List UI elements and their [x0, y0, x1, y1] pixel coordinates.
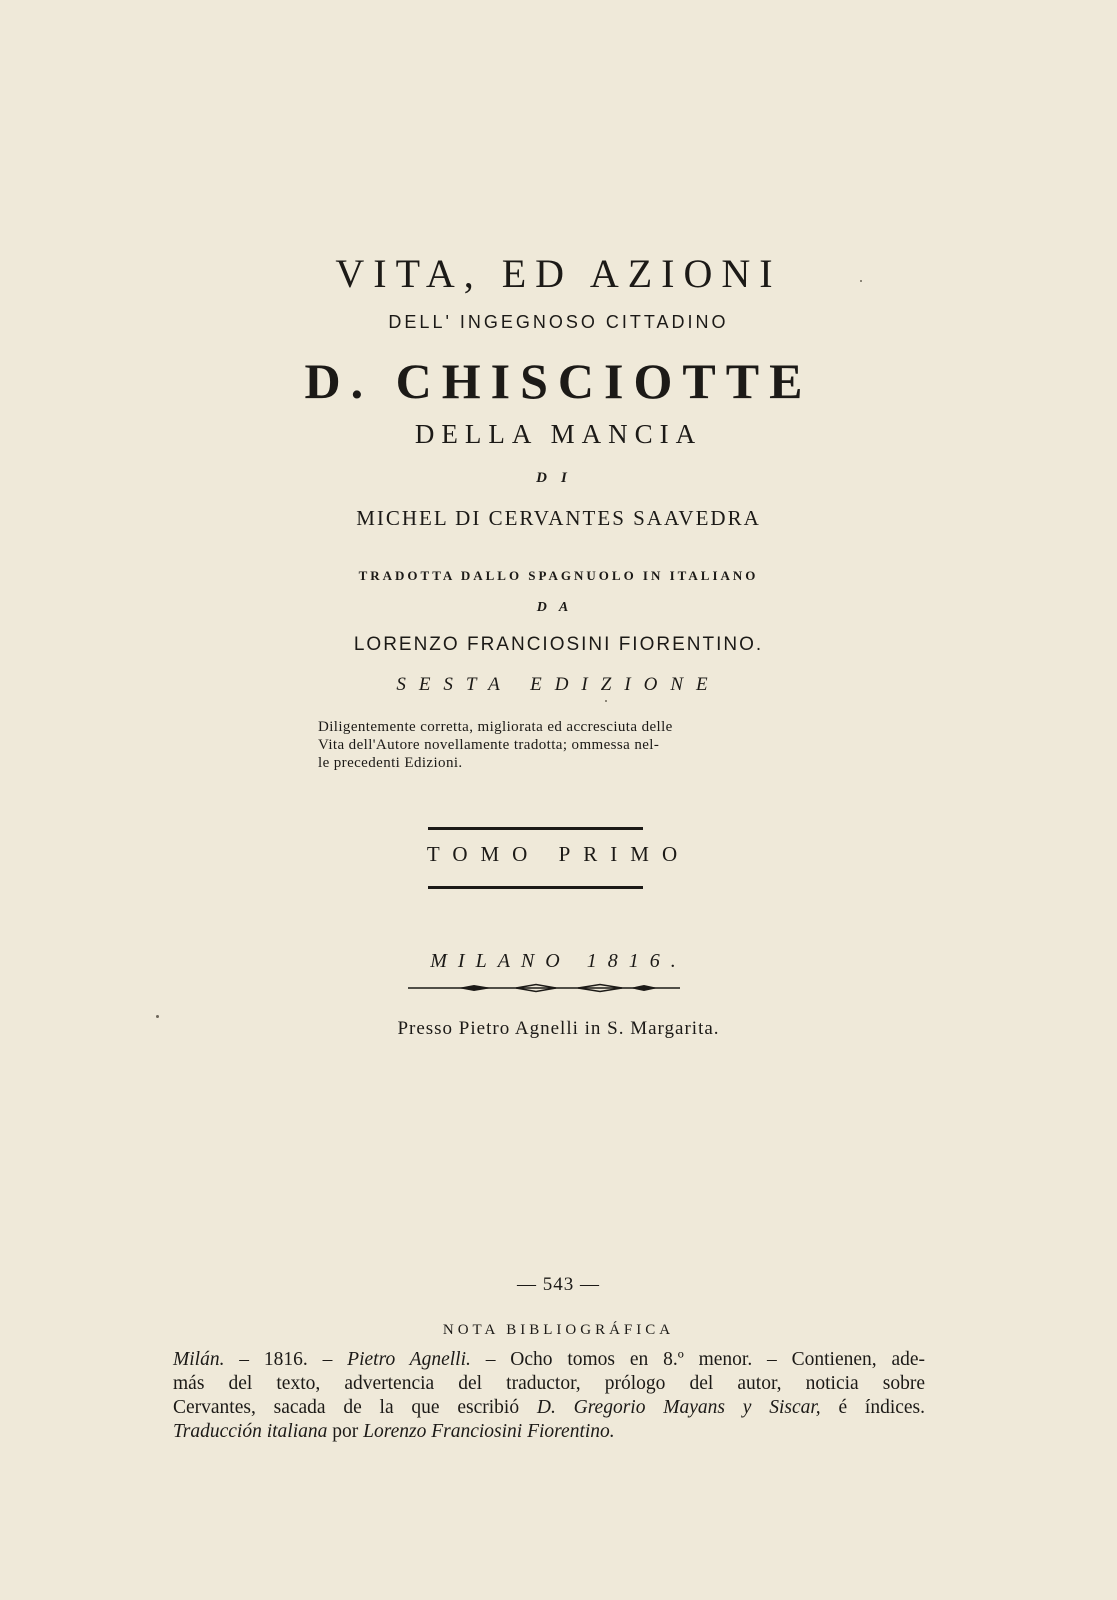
- title-line-chisciotte: D. CHISCIOTTE: [304, 353, 813, 409]
- note-text: Cervantes, sacada de la que escribió: [173, 1397, 537, 1418]
- title-line-mancia: DELLA MANCIA: [414, 419, 703, 449]
- edition-line: SESTA EDIZIONE: [396, 674, 721, 695]
- note-author: D. Gregorio Mayans y Siscar,: [536, 1397, 821, 1418]
- note-text: – Ocho tomos en 8.º menor. – Contienen, ade-: [470, 1349, 926, 1370]
- edition-description: [318, 718, 788, 772]
- edition-description-line: le precedenti Edizioni.: [318, 755, 463, 771]
- note-translation: Traducción italiana: [173, 1421, 328, 1442]
- title-line-vita: VITA, ED AZIONI: [335, 251, 782, 296]
- note-text: é índices.: [820, 1397, 926, 1418]
- page-number: — 543 —: [517, 1274, 600, 1295]
- title-line-cittadino: DELL' INGEGNOSO CITTADINO: [388, 312, 729, 332]
- paper-speck: [156, 1015, 159, 1018]
- note-line: más del texto, advertencia del traductor, prólogo del autor, noticia sobre: [173, 1373, 925, 1394]
- note-translator: Lorenzo Franciosini Fiorentino.: [363, 1421, 615, 1442]
- bottom-rule: [428, 886, 643, 889]
- edition-description-line: Vita dell'Autore novellamente tradotta; ommessa nel-: [318, 737, 660, 753]
- note-line: [173, 1348, 925, 1372]
- paper-speck: [860, 280, 862, 282]
- note-line: [173, 1396, 925, 1420]
- note-place: Milán.: [173, 1349, 225, 1370]
- note-text: por: [327, 1421, 364, 1442]
- note-text: – 1816. –: [224, 1349, 348, 1370]
- translation-note: TRADOTTA DALLO SPAGNUOLO IN ITALIANO: [358, 568, 759, 583]
- title-line-di: DI: [536, 470, 581, 486]
- ornamental-rule-icon: [408, 983, 680, 993]
- edition-description-line: Diligentemente corretta, migliorata ed accresciuta delle: [318, 719, 673, 735]
- nota-heading: NOTA BIBLIOGRÁFICA: [442, 1322, 675, 1338]
- author-name: MICHEL DI CERVANTES SAAVEDRA: [356, 506, 761, 530]
- top-rule: [428, 827, 643, 830]
- printer-line: Presso Pietro Agnelli in S. Margarita.: [397, 1018, 720, 1039]
- bibliographic-note: [173, 1348, 925, 1444]
- note-printer: Pietro Agnelli.: [347, 1349, 471, 1370]
- title-line-da: DA: [536, 600, 581, 615]
- place-date: MILANO 1816.: [430, 950, 687, 972]
- note-line: [173, 1420, 925, 1444]
- translator-name: LORENZO FRANCIOSINI FIORENTINO.: [353, 634, 764, 655]
- paper-speck: [605, 700, 607, 702]
- volume-label: TOMO PRIMO: [426, 842, 691, 866]
